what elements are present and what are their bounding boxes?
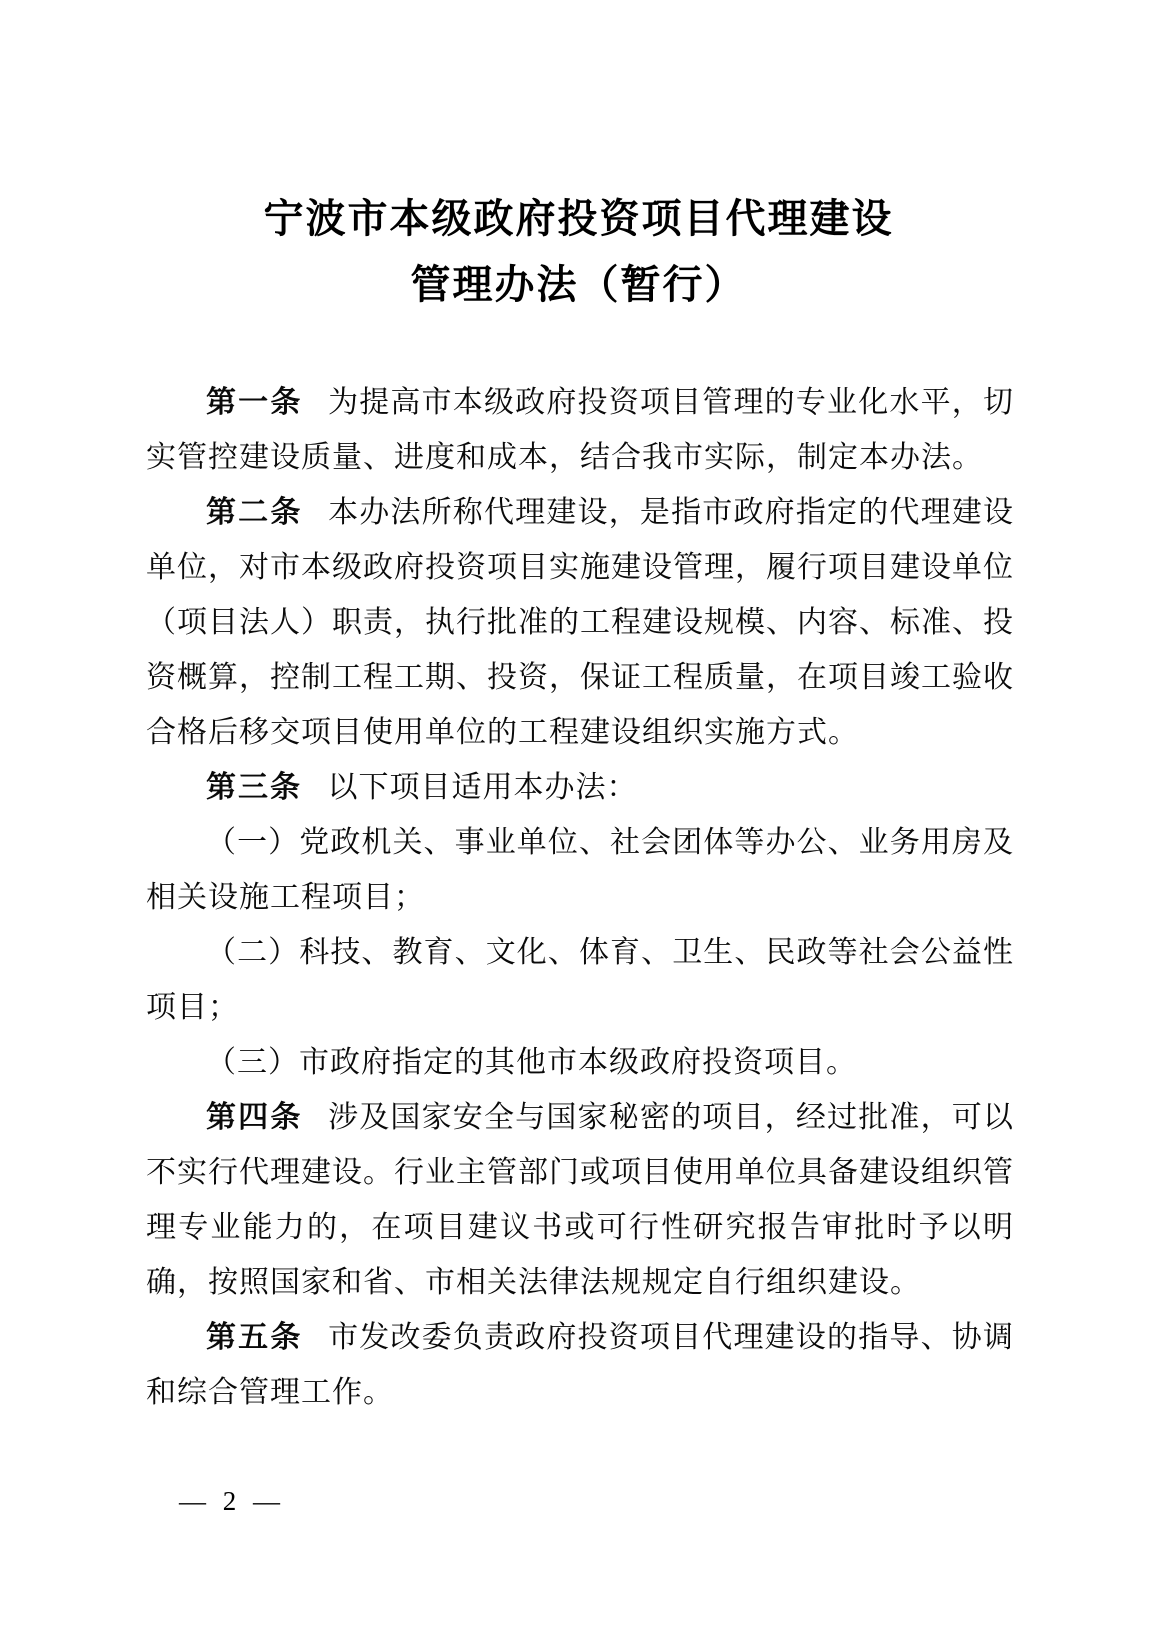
article-label: 第一条 [206,386,303,419]
article-text: 以下项目适用本办法： [327,771,638,804]
article-text: （三）市政府指定的其他市本级政府投资项目。 [206,1046,857,1079]
page-number-text: — 2 — [179,1486,282,1516]
article-paragraph [146,760,1014,815]
article-paragraph [146,375,1014,485]
article-label: 第三条 [206,771,302,804]
document-title [0,186,1157,318]
article-text: 为提高市本级政府投资项目管理的专业化水平，切实管控建设质量、进度和成本，结合我市实际，制定本办法。 [146,386,1014,474]
list-item-paragraph [146,815,1014,925]
article-label: 第五条 [206,1321,303,1354]
article-text: 市发改委负责政府投资项目代理建设的指导、协调和综合管理工作。 [146,1321,1014,1409]
document-title-line-1: 宁波市本级政府投资项目代理建设 [263,196,894,241]
document-body [146,375,1014,1420]
article-text: 涉及国家安全与国家秘密的项目，经过批准，可以不实行代理建设。行业主管部门或项目使用单位具备建设组织管理专业能力的，在项目建议书或可行性研究报告审批时予以明确，按照国家和省、市相关法律法规规定自行组织建设。 [146,1101,1014,1299]
article-text: 本办法所称代理建设，是指市政府指定的代理建设单位，对市本级政府投资项目实施建设管理，履行项目建设单位（项目法人）职责，执行批准的工程建设规模、内容、标准、投资概算，控制工程工期、投资，保证工程质量，在项目竣工验收合格后移交项目使用单位的工程建设组织实施方式。 [146,496,1014,749]
article-paragraph [146,485,1014,760]
article-text: （一）党政机关、事业单位、社会团体等办公、业务用房及相关设施工程项目； [146,826,1014,914]
page-number [179,1484,282,1518]
article-label: 第四条 [206,1101,303,1134]
article-paragraph [146,1090,1014,1310]
article-paragraph [146,1310,1014,1420]
list-item-paragraph [146,925,1014,1035]
document-title-line-2: 管理办法（暂行） [410,262,747,307]
article-label: 第二条 [206,496,303,529]
list-item-paragraph [146,1035,1014,1090]
article-text: （二）科技、教育、文化、体育、卫生、民政等社会公益性项目； [146,936,1014,1024]
